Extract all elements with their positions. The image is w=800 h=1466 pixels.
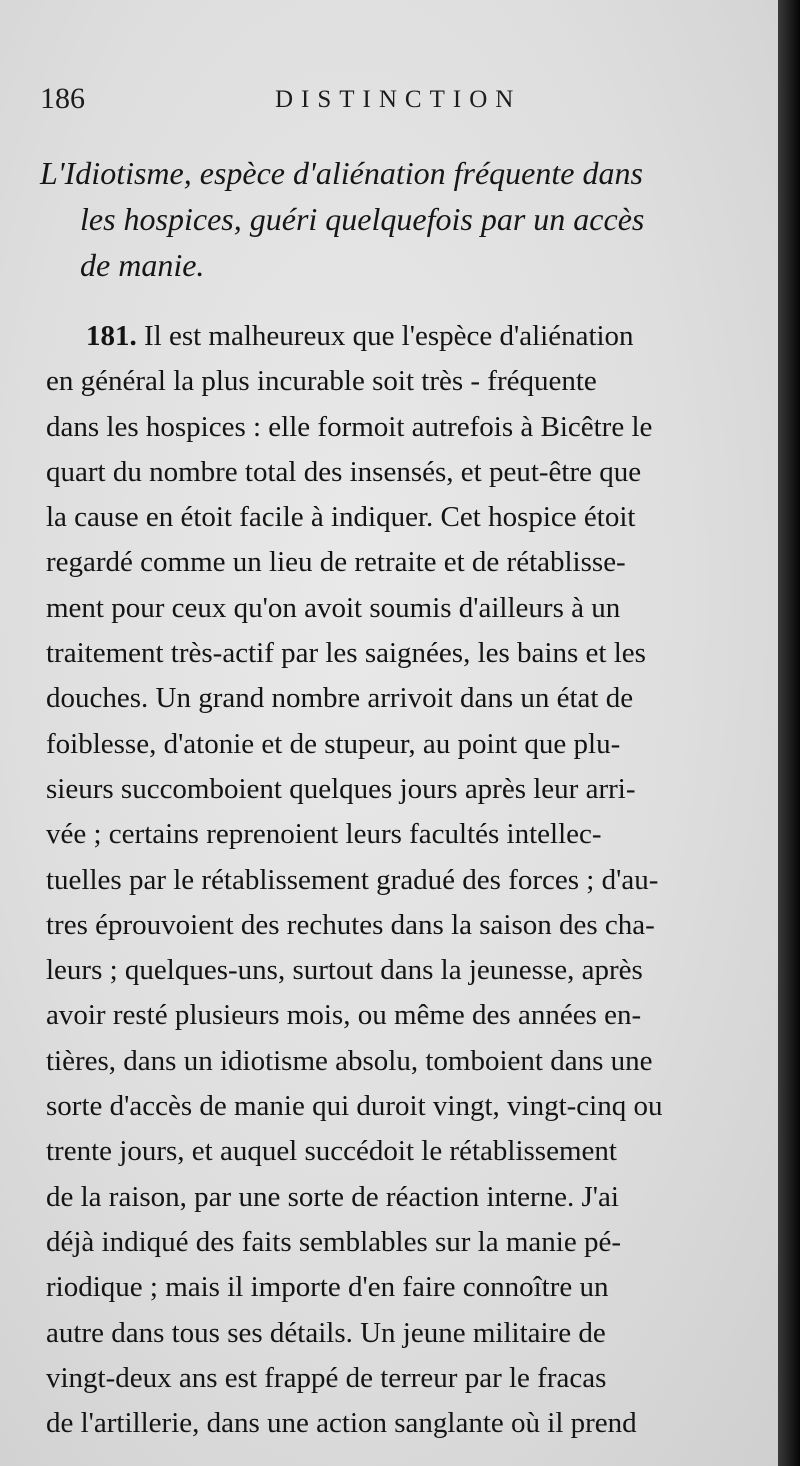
text-line: de la raison, par une sorte de réaction interne. J'ai	[46, 1180, 619, 1213]
text-line	[46, 314, 774, 359]
text-line: regardé comme un lieu de retraite et de rétablisse-	[46, 546, 626, 579]
page-number: 186	[40, 82, 85, 115]
text-line: vée ; certains reprenoient leurs facultés intellec-	[46, 818, 602, 851]
text-line: leurs ; quelques-uns, surtout dans la jeunesse, après	[46, 954, 643, 987]
text-line: trente jours, et auquel succédoit le rétablissement	[46, 1135, 617, 1168]
section-heading	[40, 150, 770, 288]
heading-line: L'Idiotisme, espèce d'aliénation fréquente dans	[40, 155, 643, 191]
running-head	[40, 82, 740, 122]
text-line: autre dans tous ses détails. Un jeune militaire de	[46, 1316, 606, 1349]
heading-line: de manie.	[80, 247, 205, 283]
text-line: avoir resté plusieurs mois, ou même des années en-	[46, 999, 642, 1032]
text-line: dans les hospices : elle formoit autrefois à Bicêtre le	[46, 410, 653, 443]
text-line: en général la plus incurable soit très - fréquente	[46, 365, 597, 398]
running-title: DISTINCTION	[275, 86, 522, 113]
text-line: sieurs succomboient quelques jours après leur arri-	[46, 772, 636, 805]
paragraph-number: 181.	[86, 320, 137, 352]
text-line: déjà indiqué des faits semblables sur la manie pé-	[46, 1225, 621, 1258]
paragraph-181	[46, 314, 774, 1446]
text-line: ment pour ceux qu'on avoit soumis d'ailleurs à un	[46, 591, 621, 624]
text-line: douches. Un grand nombre arrivoit dans un état de	[46, 682, 634, 715]
text-line: foiblesse, d'atonie et de stupeur, au point que plu-	[46, 727, 621, 760]
text-line: vingt-deux ans est frappé de terreur par le fracas	[46, 1361, 607, 1394]
text-line: riodique ; mais il importe d'en faire connoître un	[46, 1271, 609, 1304]
text-line: sorte d'accès de manie qui duroit vingt, vingt-cinq ou	[46, 1090, 663, 1123]
text-line: quart du nombre total des insensés, et peut-être que	[46, 455, 642, 488]
text-line: la cause en étoit facile à indiquer. Cet hospice étoit	[46, 501, 636, 534]
text-line: de l'artillerie, dans une action sanglante où il prend	[46, 1407, 637, 1440]
text-line: tières, dans un idiotisme absolu, tomboient dans une	[46, 1044, 653, 1077]
page-edge-shadow	[778, 0, 800, 1466]
text-line: traitement très-actif par les saignées, les bains et les	[46, 637, 646, 670]
text-line: tuelles par le rétablissement gradué des forces ; d'au-	[46, 863, 659, 896]
text-line: tres éprouvoient des rechutes dans la saison des cha-	[46, 908, 655, 941]
text-line-content: Il est malheureux que l'espèce d'aliénation	[144, 320, 634, 352]
heading-line: les hospices, guéri quelquefois par un accès	[80, 201, 645, 237]
